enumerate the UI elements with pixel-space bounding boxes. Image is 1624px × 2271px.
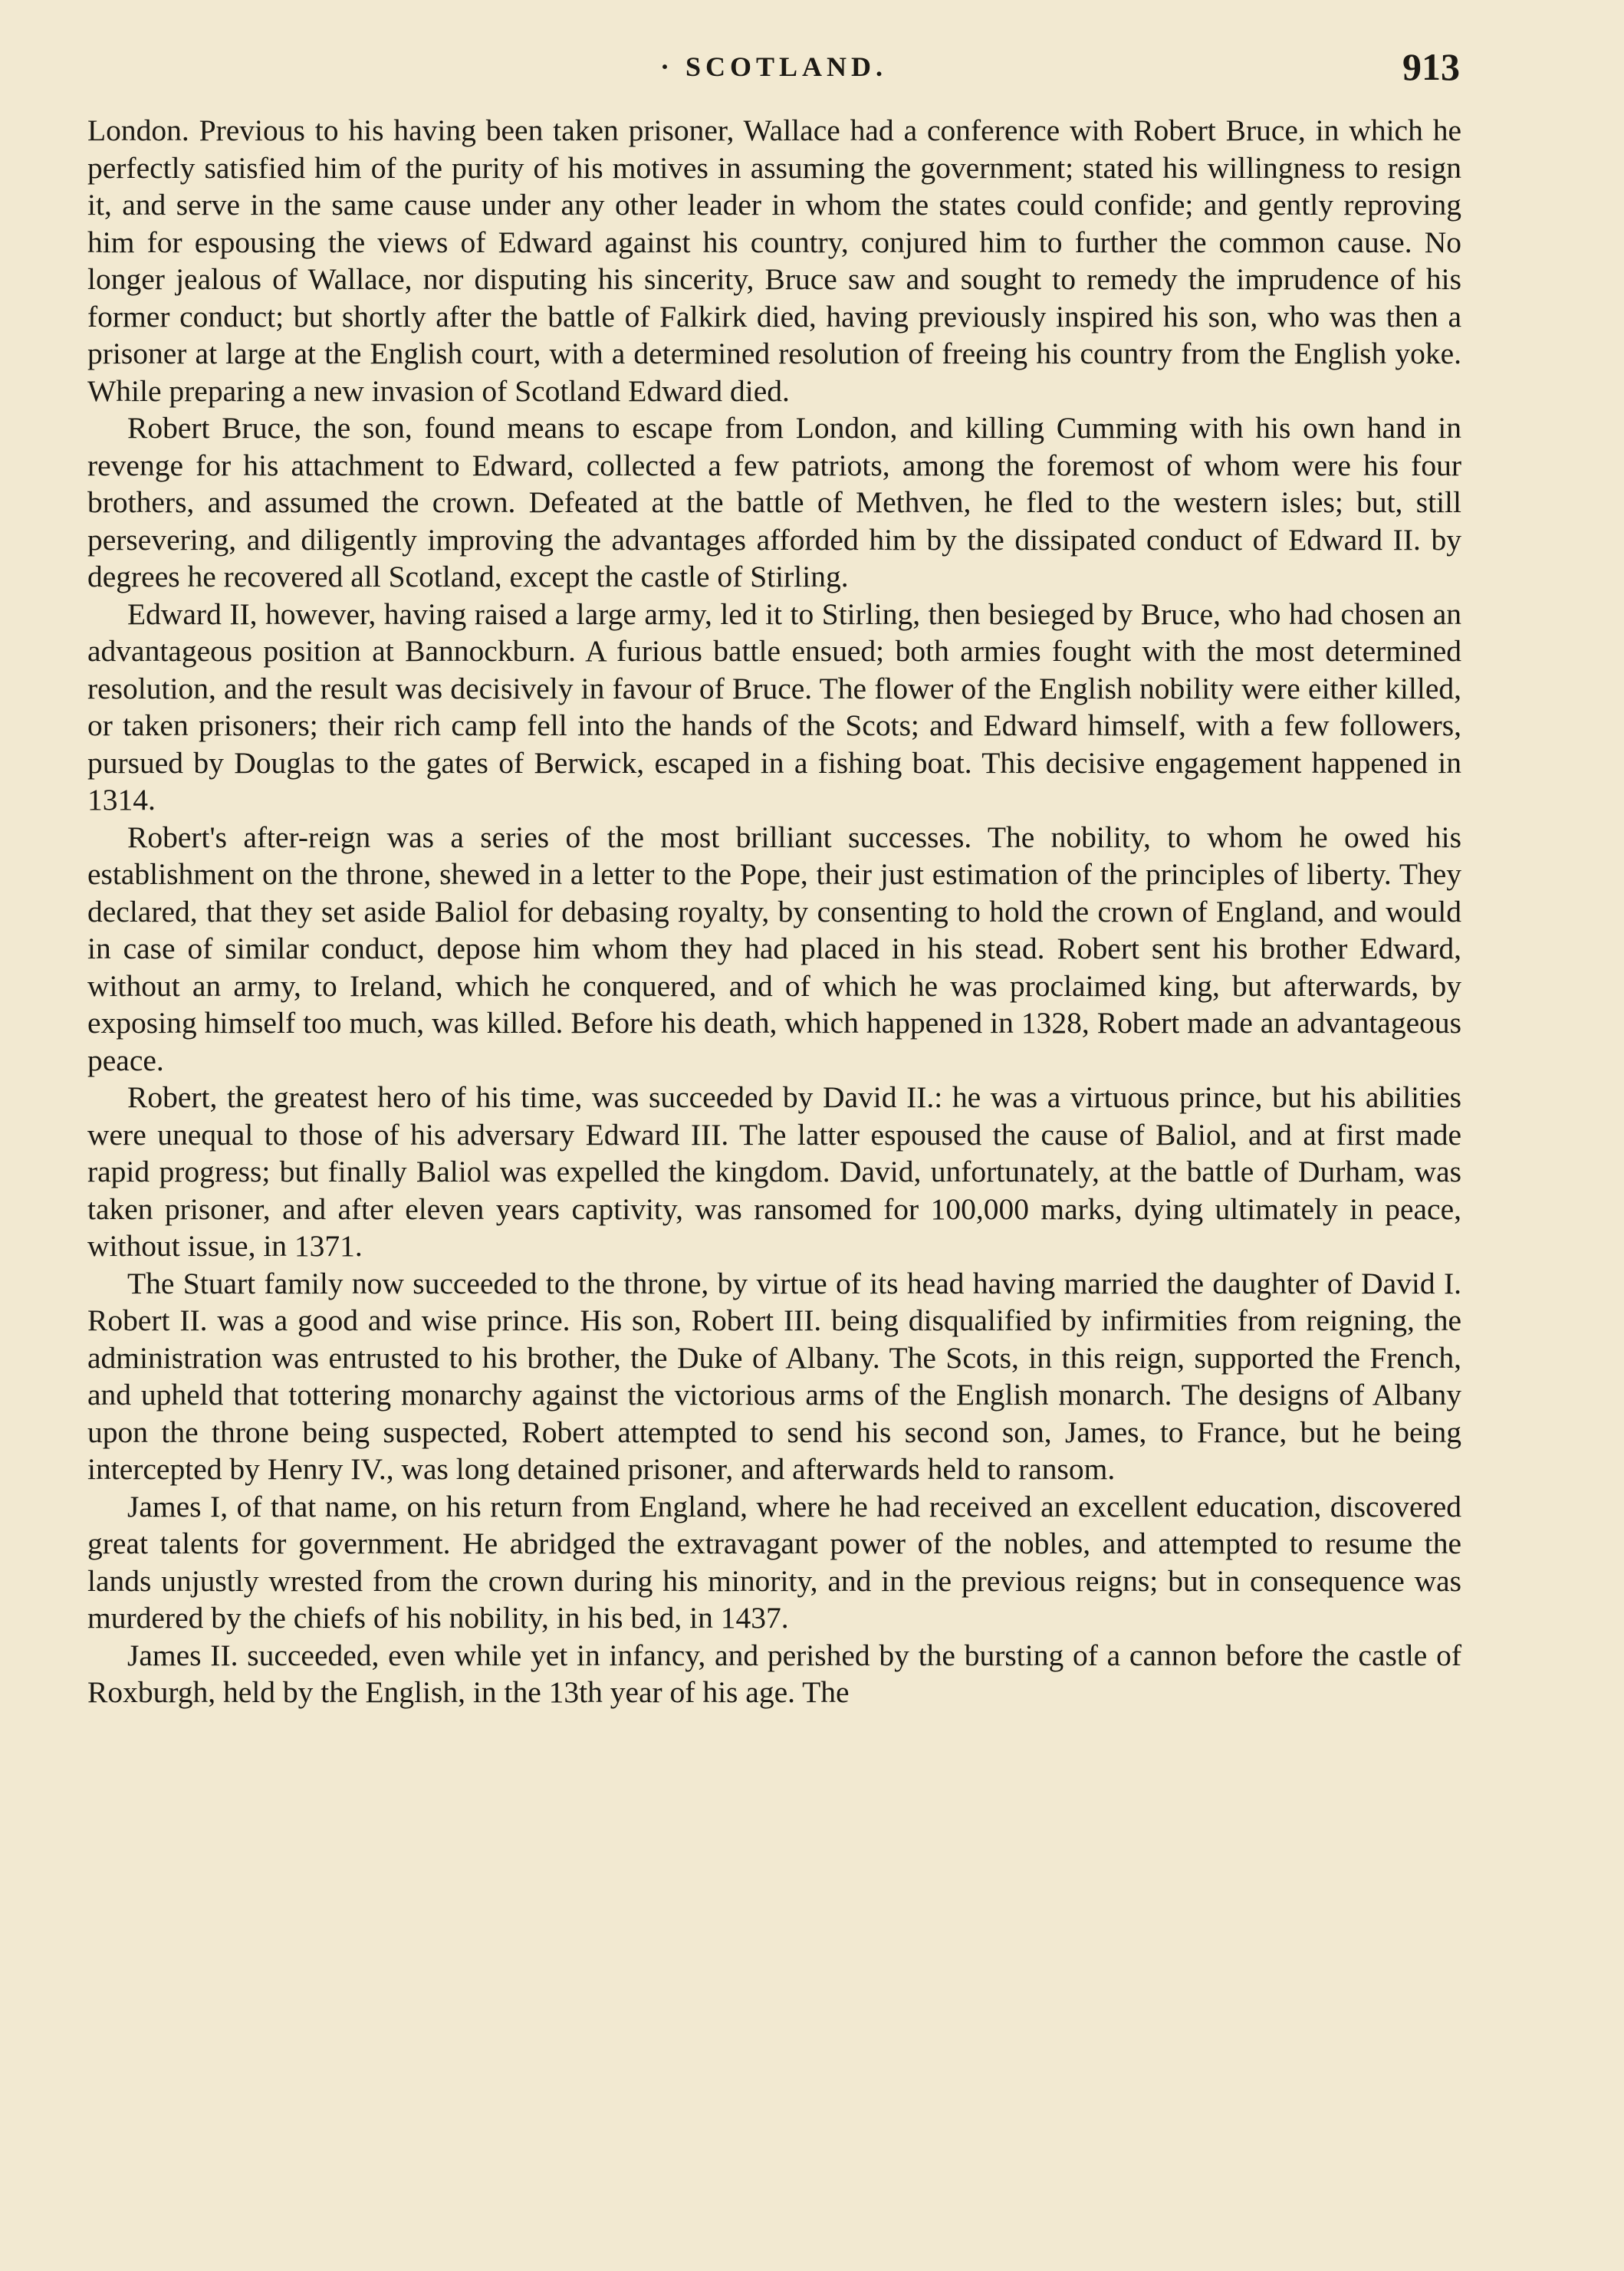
paragraph: The Stuart family now succeeded to the throne, by virtue of its head having married the daughter of David I. Robert II. was a good and wise prince. His son, Robert III. being disqualified by infirmities from reigning, the administration was entrusted to his brother, the Duke of Albany. The Scots, in this reign, supported the French, and upheld that tottering monarchy against the victorious arms of the English monarch. The designs of Albany upon the throne being suspected, Robert attempted to send his second son, James, to France, but he being intercepted by Henry IV., was long detained prisoner, and afterwards held to ransom.	[87, 1266, 1461, 1486]
paragraph: London. Previous to his having been taken prisoner, Wallace had a conference with Robert Bruce, in which he perfectly satisfied him of the purity of his motives in assuming the government; stated his willingness to resign it, and serve in the same cause under any other leader in whom the states could confide; and gently reproving him for espousing the views of Edward against his country, conjured him to further the common cause. No longer jealous of Wallace, nor disputing his sincerity, Bruce saw and sought to remedy the imprudence of his former conduct; but shortly after the battle of Falkirk died, having previously inspired his son, who was then a prisoner at large at the English court, with a determined resolution of freeing his country from the English yoke. While preparing a new invasion of Scotland Edward died.	[87, 113, 1461, 408]
page-number: 913	[1402, 45, 1460, 88]
paragraph: James I, of that name, on his return from England, where he had received an excellent education, discovered great talents for government. He abridged the extravagant power of the nobles, and attempted to resume the lands unjustly wrested from the crown during his minority, and in the previous reigns; but in consequence was murdered by the chiefs of his nobility, in his bed, in 1437.	[87, 1489, 1461, 1635]
paragraph: Robert Bruce, the son, found means to escape from London, and killing Cumming with his own hand in revenge for his attachment to Edward, collected a few patriots, among the foremost of whom were his four brothers, and assumed the crown. Defeated at the battle of Methven, he fled to the western isles; but, still persevering, and diligently improving the advantages afforded him by the dissipated conduct of Edward II. by degrees he recovered all Scotland, except the castle of Stirling.	[87, 411, 1461, 593]
running-head: · SCOTLAND.	[659, 51, 888, 82]
paragraph: James II. succeeded, even while yet in infancy, and perished by the bursting of a cannon before the castle of Roxburgh, held by the English, in the 13th year of his age. The	[87, 1638, 1461, 1709]
paragraph: Edward II, however, having raised a large army, led it to Stirling, then besieged by Bruce, who had chosen an advantageous position at Bannockburn. A furious battle ensued; both armies fought with the most determined resolution, and the result was decisively in favour of Bruce. The flower of the English nobility were either killed, or taken prisoners; their rich camp fell into the hands of the Scots; and Edward himself, with a few followers, pursued by Douglas to the gates of Berwick, escaped in a fishing boat. This decisive engagement happened in 1314.	[87, 597, 1461, 817]
paragraph: Robert, the greatest hero of his time, was succeeded by David II.: he was a virtuous prince, but his abilities were unequal to those of his adversary Edward III. The latter espoused the cause of Baliol, and at first made rapid progress; but finally Baliol was expelled the kingdom. David, unfortunately, at the battle of Durham, was taken prisoner, and after eleven years captivity, was ransomed for 100,000 marks, dying ultimately in peace, without issue, in 1371.	[87, 1080, 1461, 1263]
paragraph: Robert's after-reign was a series of the most brilliant successes. The nobility, to whom he owed his establishment on the throne, shewed in a letter to the Pope, their just estimation of the principles of liberty. They declared, that they set aside Baliol for debasing royalty, by consenting to hold the crown of England, and would in case of similar conduct, depose him whom they had placed in his stead. Robert sent his brother Edward, without an army, to Ireland, which he conquered, and of which he was proclaimed king, but afterwards, by exposing himself too much, was killed. Before his death, which happened in 1328, Robert made an advantageous peace.	[87, 820, 1461, 1077]
page-header	[87, 45, 1460, 94]
body-text	[87, 112, 1461, 1711]
